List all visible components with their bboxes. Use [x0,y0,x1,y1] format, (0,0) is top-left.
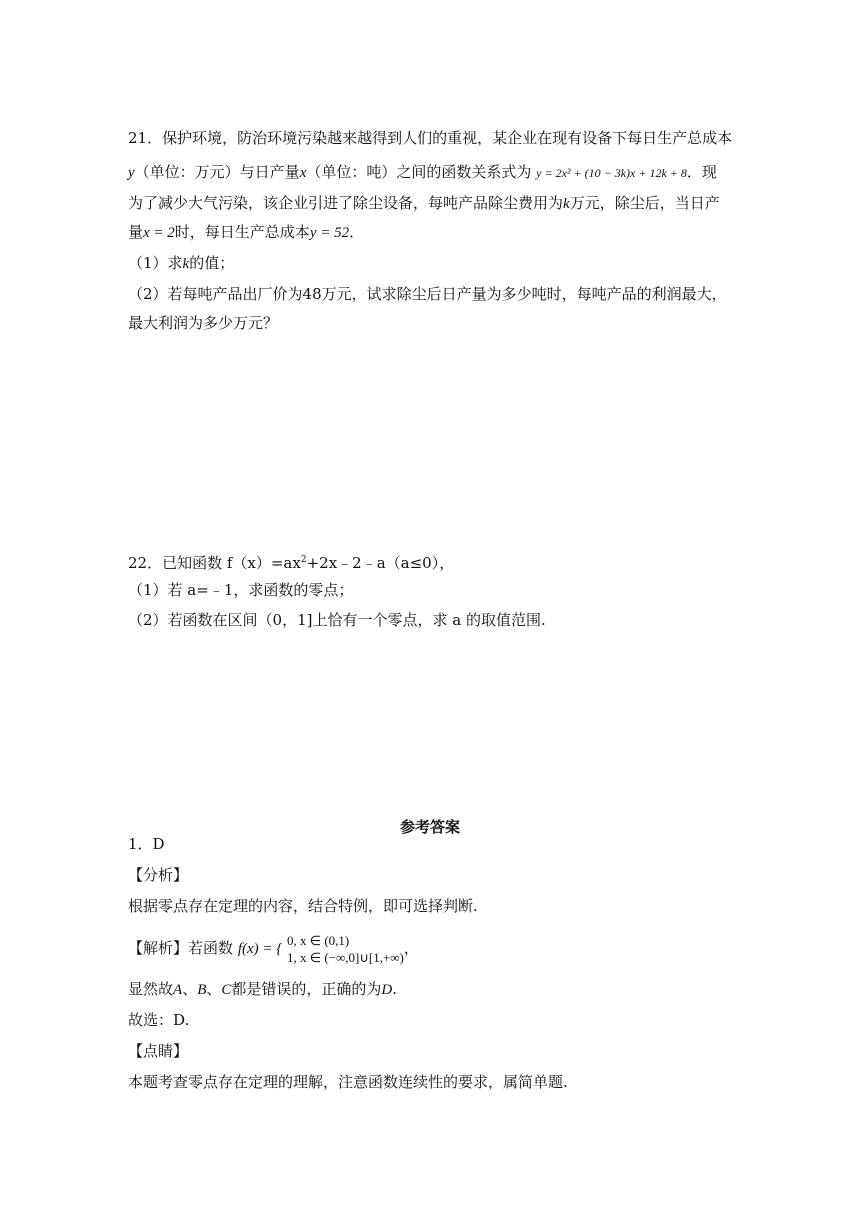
var-y: y [128,165,135,181]
q21-line-2 [128,162,717,183]
exponent: 2 [300,555,307,565]
var-k: k [182,256,190,272]
condition-x: x = 2 [143,225,175,241]
q21-part-2-line-2: 最大利润为多少万元？ [128,314,279,332]
q21-text: 量 [128,223,144,241]
q21-text: ．现 [686,163,717,181]
q21-text: 为了减少大气污染，该企业引进了除尘设备，每吨产品除尘费用为 [128,194,564,212]
var-x: x [299,165,307,181]
q21-text: 万元，除尘后，当日产 [569,194,720,212]
q21-part-1 [128,253,234,274]
q21-line-4 [128,222,364,243]
case-1: 0, x ∈ (0,1) [287,933,350,948]
q21-text: ． [349,223,365,241]
case-tail: ， [403,939,419,957]
q21-part-2-line-1: （2）若每吨产品出厂价为48万元，试求除尘后日产量为多少吨时，每吨产品的利润最大， [128,285,727,303]
q22-line-1 [128,550,454,573]
comment-text: 本题考查零点存在定理的理解，注意函数连续性的要求，属简单题. [128,1073,568,1091]
q21-text: （单位：万元）与日产量 [134,163,300,181]
solution-line-1 [128,928,419,968]
var-k: k [563,196,570,212]
q22-text: +2x﹣2﹣a（a≤0）， [306,554,455,572]
analysis-text: 根据零点存在定理的内容，结合特例，即可选择判断. [128,897,478,915]
q21-part-1-text: （1）求 [128,254,183,272]
q21-line-3 [128,193,720,214]
q21-text: （单位：吨）之间的函数关系式为 [306,163,532,181]
q22-part-2: （2）若函数在区间（0，1]上恰有一个零点，求 a 的取值范围. [128,611,546,629]
piecewise-cases [287,932,404,966]
solution-tag: 【解析】 [128,939,189,957]
q21-text: 时，每日生产总成本 [174,223,310,241]
function-name: f(x) = { [237,941,283,957]
case-2: 1, x ∈ (−∞,0]∪[1,+∞) [287,950,404,965]
cost-formula: y = 2x² + (10 − 3k)x + 12k + 8 [536,166,687,180]
q22-text: 22．已知函数 f（x）=ax [128,554,301,572]
separator: 、 [182,980,198,998]
solution-text: 都是错误的，正确的为 [231,980,382,998]
answer-1: 1．D [128,835,165,853]
q21-line-1: 21．保护环境，防治环境污染越来越得到人们的重视，某企业在现有设备下每日生产总成本 [128,129,733,147]
option-c: C [221,982,232,998]
choice-line: 故选：D. [128,1011,190,1029]
solution-text: . [392,980,398,998]
separator: 、 [206,980,222,998]
solution-text: 显然故 [128,980,174,998]
solution-prefix: 若函数 [188,939,234,957]
analysis-tag: 【分析】 [128,866,189,884]
answers-title: 参考答案 [399,818,460,836]
comment-tag: 【点睛】 [128,1042,189,1060]
condition-y: y = 52 [309,225,350,241]
option-b: B [197,982,207,998]
q22-part-1: （1）若 a=﹣1，求函数的零点； [128,581,354,599]
option-a: A [173,982,183,998]
option-d: D [381,982,393,998]
q21-part-1-text: 的值； [189,254,235,272]
solution-line-2 [128,979,397,1000]
